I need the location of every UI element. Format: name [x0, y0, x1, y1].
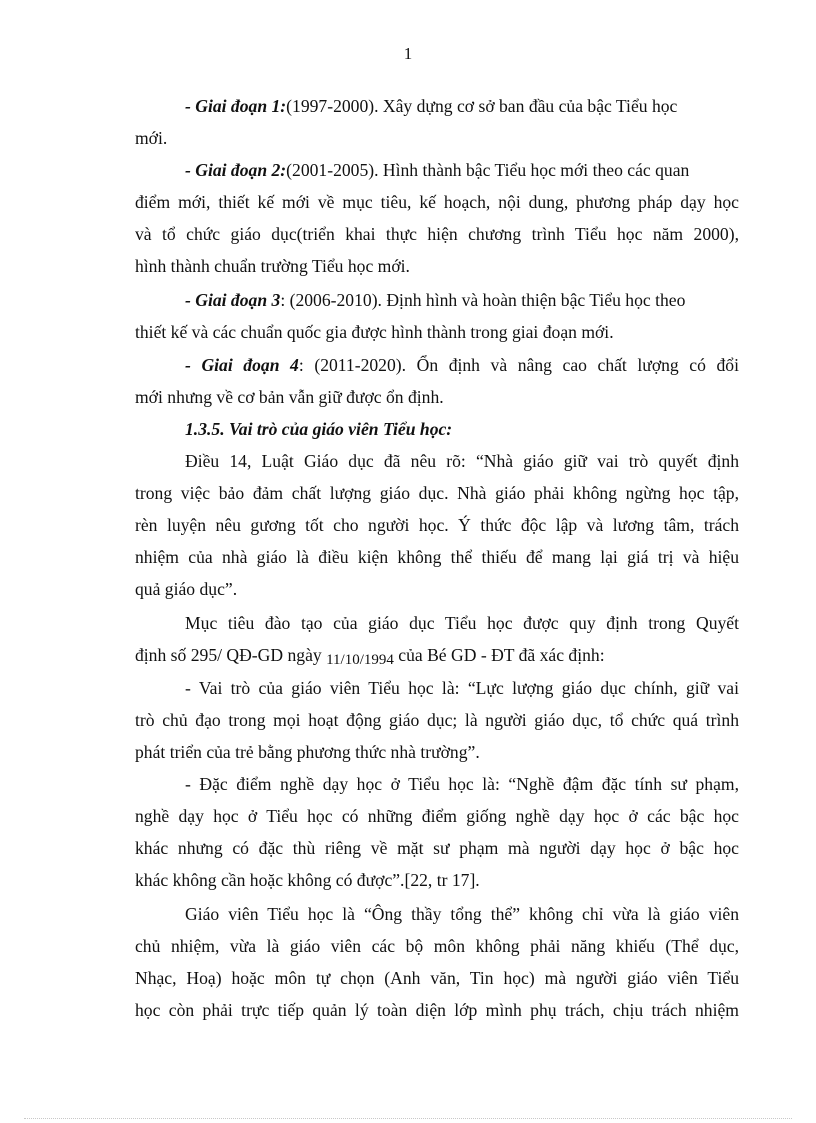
page-bottom-divider: [24, 1118, 792, 1119]
para1-line2: trong việc bảo đảm chất lượng giáo dục. Nhà giáo phải không ngừng học tập,: [135, 483, 739, 503]
page-number: 1: [403, 44, 413, 63]
stage2-line4: hình thành chuẩn trường Tiểu học mới.: [135, 256, 410, 276]
para4-line2: nghề dạy học ở Tiểu học có những điểm giống nghề dạy học ở các bậc học: [135, 806, 739, 826]
para5-line2: chủ nhiệm, vừa là giáo viên các bộ môn không phải năng khiếu (Thể dục,: [135, 936, 739, 956]
para5-line1: Giáo viên Tiểu học là “Ông thầy tổng thể” không chỉ vừa là giáo viên: [185, 904, 739, 924]
stage2-line3: và tổ chức giáo dục(triển khai thực hiện chương trình Tiểu học năm 2000),: [135, 224, 739, 244]
stage3-label: - Giai đoạn 3: [185, 290, 281, 310]
para3-line2: trò chủ đạo trong mọi hoạt động giáo dục; là người giáo dục, tổ chức quá trình: [135, 710, 739, 730]
para1-line3: rèn luyện nêu gương tốt cho người học. Ý thức độc lập và lương tâm, trách: [135, 515, 739, 535]
para4-line1: - Đặc điểm nghề dạy học ở Tiểu học là: “Nghề đậm đặc tính sư phạm,: [185, 774, 739, 794]
para2-line1: Mục tiêu đào tạo của giáo dục Tiểu học được quy định trong Quyết: [185, 613, 739, 633]
stage2-line2: điểm mới, thiết kế mới về mục tiêu, kế hoạch, nội dung, phương pháp dạy học: [135, 192, 739, 212]
para1-line4: nhiệm của nhà giáo là điều kiện không thể thiếu để mang lại giá trị và hiệu: [135, 547, 739, 567]
para3-line3: phát triển của trẻ bằng phương thức nhà trường”.: [135, 742, 480, 762]
decision-date: 11/10/1994: [326, 652, 394, 668]
para5-line3: Nhạc, Hoạ) hoặc môn tự chọn (Anh văn, Tin học) mà người giáo viên Tiểu: [135, 968, 739, 988]
stage4-line2: mới nhưng về cơ bản vẫn giữ được ổn định.: [135, 387, 444, 407]
para4-line3: khác nhưng có đặc thù riêng về mặt sư phạm mà người dạy học ở bậc học: [135, 838, 739, 858]
stage1-line2: mới.: [135, 128, 168, 148]
para1-line5: quả giáo dục”.: [135, 579, 238, 599]
para1-line1: Điều 14, Luật Giáo dục đã nêu rõ: “Nhà giáo giữ vai trò quyết định: [185, 451, 739, 471]
para5-line4: học còn phải trực tiếp quản lý toàn diện lớp mình phụ trách, chịu trách nhiệm: [135, 1000, 739, 1020]
stage4-label: - Giai đoạn 4: [185, 355, 299, 375]
stage2-line1: - Giai đoạn 2:(2001-2005). Hình thành bậc Tiểu học mới theo các quan: [185, 160, 690, 180]
para3-line1: - Vai trò của giáo viên Tiểu học là: “Lực lượng giáo dục chính, giữ vai: [185, 678, 739, 698]
stage2-label: - Giai đoạn 2:: [185, 160, 287, 180]
section-heading: 1.3.5. Vai trò của giáo viên Tiểu học:: [185, 419, 453, 439]
stage3-line2: thiết kế và các chuẩn quốc gia được hình thành trong giai đoạn mới.: [135, 322, 614, 342]
stage1-line1: - Giai đoạn 1:(1997-2000). Xây dựng cơ sở ban đầu của bậc Tiểu học: [185, 96, 678, 116]
stage1-label: - Giai đoạn 1:: [185, 96, 287, 116]
para4-line4: khác không cần hoặc không có được”.[22, tr 17].: [135, 870, 480, 890]
stage4-line1: - Giai đoạn 4: (2011-2020). Ổn định và nâng cao chất lượng có đổi: [185, 355, 739, 375]
stage3-line1: - Giai đoạn 3: (2006-2010). Định hình và hoàn thiện bậc Tiểu học theo: [185, 290, 686, 310]
para2-line2: định số 295/ QĐ-GD ngày 11/10/1994 của Bé GD - ĐT đã xác định:: [135, 645, 605, 668]
